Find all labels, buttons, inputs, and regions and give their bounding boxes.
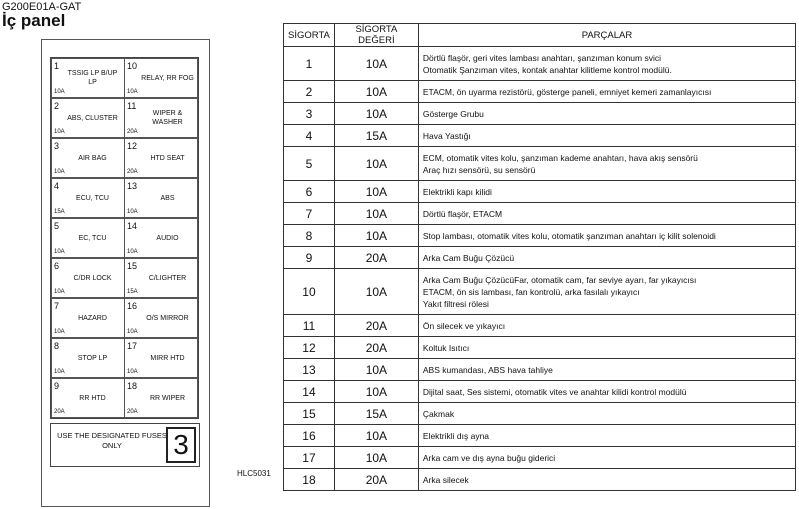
- fuse-label: O/S MIRROR: [146, 314, 189, 322]
- fuse-amp: 10A: [54, 169, 65, 175]
- fuse-cell: [51, 378, 125, 418]
- fuse-number: 9: [54, 381, 60, 391]
- parts-line: Dörtlü flaşör, ETACM: [422, 208, 503, 219]
- fuse-number-cell: 8: [284, 225, 335, 247]
- parts-line: Elektrikli kapı kilidi: [422, 186, 492, 197]
- fuse-panel-diagram: [41, 39, 210, 507]
- fuse-number-cell: 5: [284, 147, 335, 181]
- fuse-table: [283, 23, 796, 491]
- fuse-label: RR WIPER: [150, 394, 185, 402]
- panel-number: 3: [166, 427, 196, 463]
- fuse-number-cell: 13: [284, 359, 335, 381]
- fuse-label: STOP LP: [77, 354, 108, 362]
- fuse-cell: [124, 378, 198, 418]
- fuse-parts-cell: [418, 315, 795, 337]
- fuse-number: 11: [127, 101, 137, 111]
- fuse-label: RR HTD: [79, 394, 106, 402]
- fuse-label: ECU, TCU: [76, 194, 109, 202]
- fuse-parts-cell: [418, 403, 795, 425]
- fuse-label: AIR BAG: [78, 154, 107, 162]
- table-row: [284, 147, 796, 181]
- fuse-label: EC, TCU: [78, 234, 107, 242]
- fuse-label: MIRR HTD: [150, 354, 185, 362]
- table-row: [284, 103, 796, 125]
- fuse-note-text: USE THE DESIGNATED FUSES ONLY: [57, 431, 167, 450]
- parts-line: Stop lambası, otomatik vites kolu, otomatik şanzıman anahtarı iç kilit solenoidi: [422, 230, 716, 241]
- parts-line: Yakıt filtresi rölesi: [422, 298, 489, 309]
- fuse-value-cell: 10A: [334, 269, 418, 315]
- fuse-amp: 20A: [54, 409, 65, 415]
- fuse-parts-cell: [418, 269, 795, 315]
- table-row: [284, 469, 796, 491]
- fuse-amp: 10A: [54, 89, 65, 95]
- table-row: [284, 381, 796, 403]
- fuse-label: C/LIGHTER: [148, 274, 187, 282]
- parts-line: Arka silecek: [422, 474, 469, 485]
- parts-line: Arka Cam Buğu Çözücü: [422, 252, 515, 263]
- fuse-value-cell: 20A: [334, 247, 418, 269]
- fuse-cell: [51, 258, 125, 298]
- parts-line: Gösterge Grubu: [422, 108, 484, 119]
- fuse-value-cell: 10A: [334, 359, 418, 381]
- fuse-label: C/DR LOCK: [73, 274, 112, 282]
- fuse-cell: [124, 338, 198, 378]
- parts-line: Elektrikli dış ayna: [422, 430, 490, 441]
- fuse-number: 6: [54, 261, 60, 271]
- fuse-cell: [51, 338, 125, 378]
- parts-line: ECM, otomatik vites kolu, şanzıman kademe anahtarı, hava akış sensörü: [422, 152, 698, 163]
- parts-line: Araç hızı sensörü, su sensörü: [422, 164, 536, 175]
- fuse-number: 8: [54, 341, 60, 351]
- fuse-parts-cell: [418, 103, 795, 125]
- figure-code: HLC5031: [237, 469, 271, 478]
- fuse-note-box: [50, 423, 200, 467]
- fuse-cell: [124, 218, 198, 258]
- parts-line: ABS kumandası, ABS hava tahliye: [422, 364, 553, 375]
- col-header-parts: PARÇALAR: [418, 24, 795, 47]
- parts-line: Çakmak: [422, 408, 455, 419]
- fuse-grid: [50, 57, 199, 419]
- table-row: [284, 315, 796, 337]
- fuse-parts-cell: [418, 47, 795, 81]
- table-row: [284, 47, 796, 81]
- fuse-cell: [124, 58, 198, 98]
- fuse-cell: [124, 178, 198, 218]
- fuse-number-cell: 6: [284, 181, 335, 203]
- fuse-value-cell: 10A: [334, 81, 418, 103]
- fuse-parts-cell: [418, 181, 795, 203]
- fuse-number-cell: 1: [284, 47, 335, 81]
- table-header-row: [284, 24, 796, 47]
- fuse-number-cell: 18: [284, 469, 335, 491]
- fuse-label: ABS, CLUSTER: [67, 114, 118, 122]
- fuse-cell: [124, 138, 198, 178]
- page-title: İç panel: [2, 11, 66, 30]
- fuse-label: ABS: [160, 194, 175, 202]
- fuse-cell: [51, 138, 125, 178]
- fuse-number-cell: 4: [284, 125, 335, 147]
- fuse-amp: 10A: [127, 329, 138, 335]
- fuse-number: 15: [127, 261, 138, 271]
- parts-line: Ön silecek ve yıkayıcı: [422, 320, 506, 331]
- fuse-value-cell: 15A: [334, 403, 418, 425]
- fuse-amp: 10A: [127, 89, 138, 95]
- parts-line: Dörtlü flaşör, geri vites lambası anahtarı, şanzıman konum svici: [422, 52, 661, 63]
- fuse-number-cell: 10: [284, 269, 335, 315]
- document-code: G200E01A-GAT: [2, 1, 82, 13]
- fuse-cell: [124, 258, 198, 298]
- fuse-parts-cell: [418, 203, 795, 225]
- fuse-number-cell: 15: [284, 403, 335, 425]
- parts-line: Otomatik Şanzıman vites, kontak anahtar kilitleme kontrol modülü.: [422, 64, 672, 75]
- fuse-parts-cell: [418, 425, 795, 447]
- fuse-amp: 10A: [54, 289, 65, 295]
- fuse-number: 12: [127, 141, 138, 151]
- fuse-cell: [51, 98, 125, 138]
- parts-line: ETACM, ön uyarma rezistörü, gösterge paneli, emniyet kemeri zamanlayıcısı: [422, 86, 712, 97]
- table-row: [284, 81, 796, 103]
- fuse-parts-cell: [418, 469, 795, 491]
- table-row: [284, 359, 796, 381]
- fuse-amp: 10A: [127, 249, 138, 255]
- fuse-number: 7: [54, 301, 60, 311]
- fuse-amp: 10A: [54, 369, 65, 375]
- fuse-number: 2: [54, 101, 60, 111]
- fuse-value-cell: 10A: [334, 103, 418, 125]
- table-row: [284, 337, 796, 359]
- fuse-amp: 20A: [127, 409, 138, 415]
- fuse-parts-cell: [418, 337, 795, 359]
- fuse-parts-cell: [418, 447, 795, 469]
- fuse-label: AUDIO: [156, 234, 179, 242]
- fuse-parts-cell: [418, 125, 795, 147]
- table-row: [284, 247, 796, 269]
- fuse-parts-cell: [418, 247, 795, 269]
- table-row: [284, 181, 796, 203]
- fuse-label: HTD SEAT: [150, 154, 185, 162]
- fuse-number: 4: [54, 181, 60, 191]
- fuse-cell: [51, 298, 125, 338]
- fuse-value-cell: 10A: [334, 447, 418, 469]
- fuse-number: 1: [54, 61, 60, 71]
- table-row: [284, 269, 796, 315]
- fuse-value-cell: 10A: [334, 381, 418, 403]
- fuse-value-cell: 20A: [334, 315, 418, 337]
- table-row: [284, 225, 796, 247]
- fuse-value-cell: 20A: [334, 469, 418, 491]
- fuse-number: 13: [127, 181, 138, 191]
- fuse-amp: 20A: [127, 129, 138, 135]
- table-row: [284, 125, 796, 147]
- fuse-number: 5: [54, 221, 60, 231]
- fuse-value-cell: 10A: [334, 203, 418, 225]
- fuse-amp: 20A: [127, 169, 138, 175]
- fuse-parts-cell: [418, 359, 795, 381]
- fuse-number: 3: [54, 141, 60, 151]
- fuse-cell: [124, 98, 198, 138]
- fuse-number: 10: [127, 61, 138, 71]
- fuse-label: TSSIG LP B/UP LP: [67, 70, 118, 86]
- fuse-parts-cell: [418, 81, 795, 103]
- fuse-number: 14: [127, 221, 138, 231]
- fuse-amp: 10A: [54, 249, 65, 255]
- fuse-amp: 10A: [54, 129, 65, 135]
- fuse-amp: 15A: [127, 289, 138, 295]
- parts-line: Koltuk Isıtıcı: [422, 342, 470, 353]
- fuse-value-cell: 20A: [334, 337, 418, 359]
- fuse-label: RELAY, RR FOG: [141, 74, 194, 82]
- parts-line: Dijital saat, Ses sistemi, otomatik vites ve anahtar kilidi kontrol modülü: [422, 386, 687, 397]
- parts-line: ETACM, ön sis lambası, fan kontrolü, arka fasılalı yıkayıcı: [422, 286, 640, 297]
- fuse-amp: 10A: [127, 369, 138, 375]
- fuse-label: HAZARD: [78, 314, 107, 322]
- parts-line: Hava Yastığı: [422, 130, 471, 141]
- table-row: [284, 447, 796, 469]
- fuse-number-cell: 3: [284, 103, 335, 125]
- fuse-number-cell: 16: [284, 425, 335, 447]
- fuse-amp: 15A: [54, 209, 65, 215]
- fuse-number: 17: [127, 341, 138, 351]
- fuse-parts-cell: [418, 225, 795, 247]
- table-row: [284, 203, 796, 225]
- parts-line: Arka Cam Buğu ÇözücüFar, otomatik cam, far seviye ayarı, far yıkayıcısı: [422, 274, 697, 285]
- fuse-value-cell: 10A: [334, 47, 418, 81]
- fuse-number: 16: [127, 301, 138, 311]
- fuse-value-cell: 10A: [334, 181, 418, 203]
- fuse-number-cell: 12: [284, 337, 335, 359]
- fuse-cell: [51, 58, 125, 98]
- fuse-table-body: [284, 47, 796, 491]
- fuse-amp: 10A: [127, 209, 138, 215]
- table-row: [284, 425, 796, 447]
- fuse-number-cell: 11: [284, 315, 335, 337]
- fuse-parts-cell: [418, 381, 795, 403]
- col-header-fuse: SİGORTA: [284, 24, 335, 47]
- table-row: [284, 403, 796, 425]
- fuse-number-cell: 7: [284, 203, 335, 225]
- fuse-value-cell: 10A: [334, 425, 418, 447]
- fuse-value-cell: 10A: [334, 225, 418, 247]
- fuse-number-cell: 17: [284, 447, 335, 469]
- fuse-value-cell: 10A: [334, 147, 418, 181]
- fuse-amp: 10A: [54, 329, 65, 335]
- fuse-number: 18: [127, 381, 138, 391]
- col-header-value: SİGORTA DEĞERİ: [334, 24, 418, 47]
- fuse-value-cell: 15A: [334, 125, 418, 147]
- fuse-label: WIPER & WASHER: [152, 110, 183, 126]
- fuse-number-cell: 2: [284, 81, 335, 103]
- parts-line: Arka cam ve dış ayna buğu giderici: [422, 452, 556, 463]
- fuse-cell: [51, 178, 125, 218]
- fuse-cell: [124, 298, 198, 338]
- fuse-number-cell: 9: [284, 247, 335, 269]
- fuse-cell: [51, 218, 125, 258]
- fuse-number-cell: 14: [284, 381, 335, 403]
- fuse-parts-cell: [418, 147, 795, 181]
